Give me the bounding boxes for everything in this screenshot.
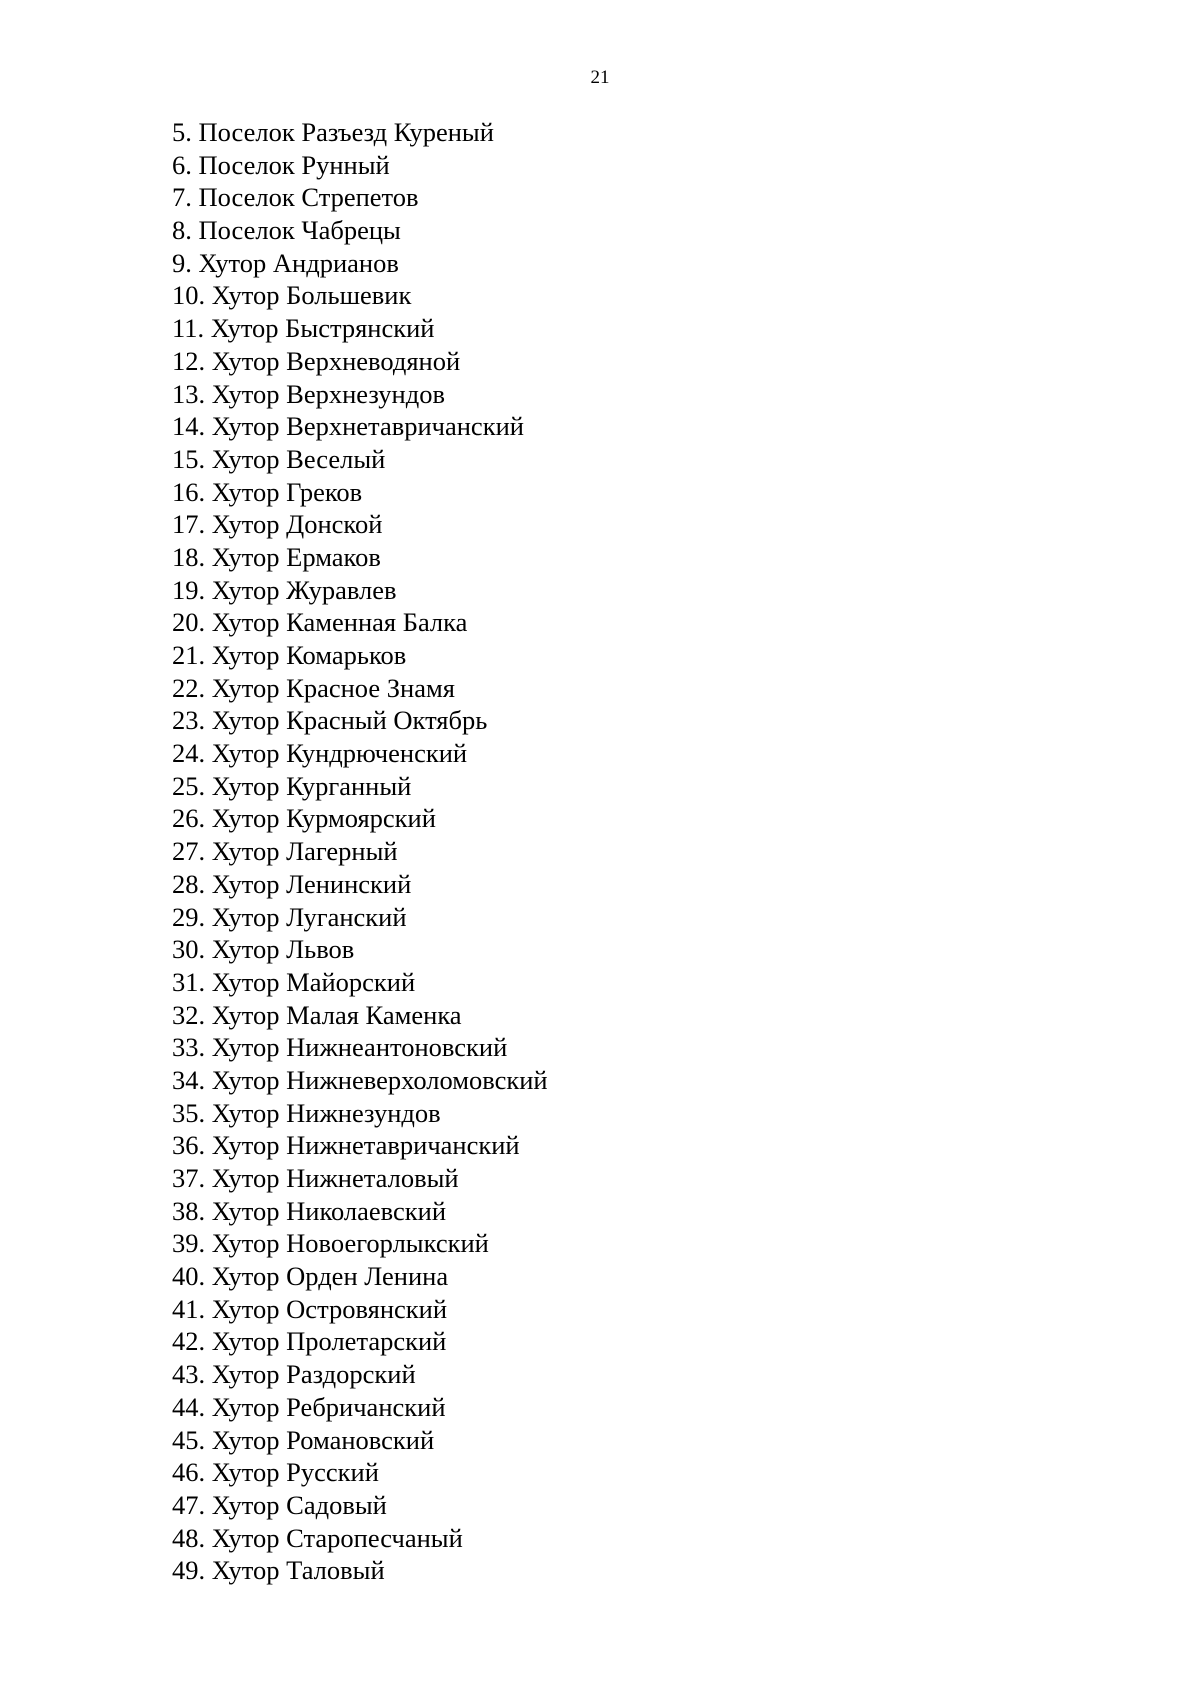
list-item: 20. Хутор Каменная Балка: [172, 607, 468, 638]
list-item: 49. Хутор Таловый: [172, 1555, 385, 1586]
list-item: 27. Хутор Лагерный: [172, 836, 398, 867]
list-item: 37. Хутор Нижнеталовый: [172, 1163, 459, 1193]
list-item: 23. Хутор Красный Октябрь: [172, 705, 488, 736]
list-item: 47. Хутор Садовый: [172, 1489, 387, 1520]
list-item: 26. Хутор Курмоярский: [172, 803, 436, 834]
list-item: 6. Поселок Рунный: [172, 149, 390, 180]
list-item: 36. Хутор Нижнетавричанский: [172, 1130, 520, 1161]
list-item: 10. Хутор Большевик: [172, 280, 412, 311]
list-item: 15. Хутор Веселый: [172, 443, 386, 474]
list-item: 11. Хутор Быстрянский: [172, 313, 435, 344]
list-item: 34. Хутор Нижневерхоломовский: [172, 1064, 548, 1095]
list-item: 14. Хутор Верхнетавричанский: [172, 411, 524, 442]
list-item: 13. Хутор Верхнезундов: [172, 378, 445, 409]
page-number: 21: [590, 67, 610, 88]
list-item: 45. Хутор Романовский: [172, 1424, 435, 1455]
list-item: 46. Хутор Русский: [172, 1457, 379, 1488]
list-item: 30. Хутор Львов: [172, 934, 355, 965]
list-item: 32. Хутор Малая Каменка: [172, 999, 462, 1030]
list-item: 29. Хутор Луганский: [172, 901, 407, 932]
list-item: 19. Хутор Журавлев: [172, 574, 397, 605]
list-item: 9. Хутор Андрианов: [172, 247, 399, 278]
list-item: 8. Поселок Чабрецы: [172, 215, 401, 246]
list-item: 33. Хутор Нижнеантоновский: [172, 1032, 508, 1063]
list-item: 18. Хутор Ермаков: [172, 541, 381, 572]
list-item: 21. Хутор Комарьков: [172, 640, 407, 670]
list-item: 39. Хутор Новоегорлыкский: [172, 1228, 489, 1259]
list-item: 41. Хутор Островянский: [172, 1293, 448, 1324]
list-item: 24. Хутор Кундрюченский: [172, 738, 468, 769]
list-item: 17. Хутор Донской: [172, 509, 383, 540]
list-item: 44. Хутор Ребричанский: [172, 1391, 446, 1422]
settlement-list: [172, 116, 548, 1587]
list-item: 5. Поселок Разъезд Куреный: [172, 117, 494, 147]
list-item: 25. Хутор Курганный: [172, 770, 412, 801]
list-item: 7. Поселок Стрепетов: [172, 182, 419, 213]
list-item: 40. Хутор Орден Ленина: [172, 1261, 449, 1292]
list-item: 48. Хутор Старопесчаный: [172, 1522, 463, 1553]
list-item: 43. Хутор Раздорский: [172, 1359, 416, 1390]
list-item: 38. Хутор Николаевский: [172, 1195, 447, 1226]
list-item: 16. Хутор Греков: [172, 476, 363, 507]
list-item: 28. Хутор Ленинский: [172, 868, 412, 899]
list-item: 31. Хутор Майорский: [172, 966, 416, 997]
list-item: 42. Хутор Пролетарский: [172, 1326, 447, 1357]
list-item: 12. Хутор Верхневодяной: [172, 345, 461, 376]
list-item: 35. Хутор Нижнезундов: [172, 1097, 441, 1128]
list-item: 22. Хутор Красное Знамя: [172, 672, 455, 703]
